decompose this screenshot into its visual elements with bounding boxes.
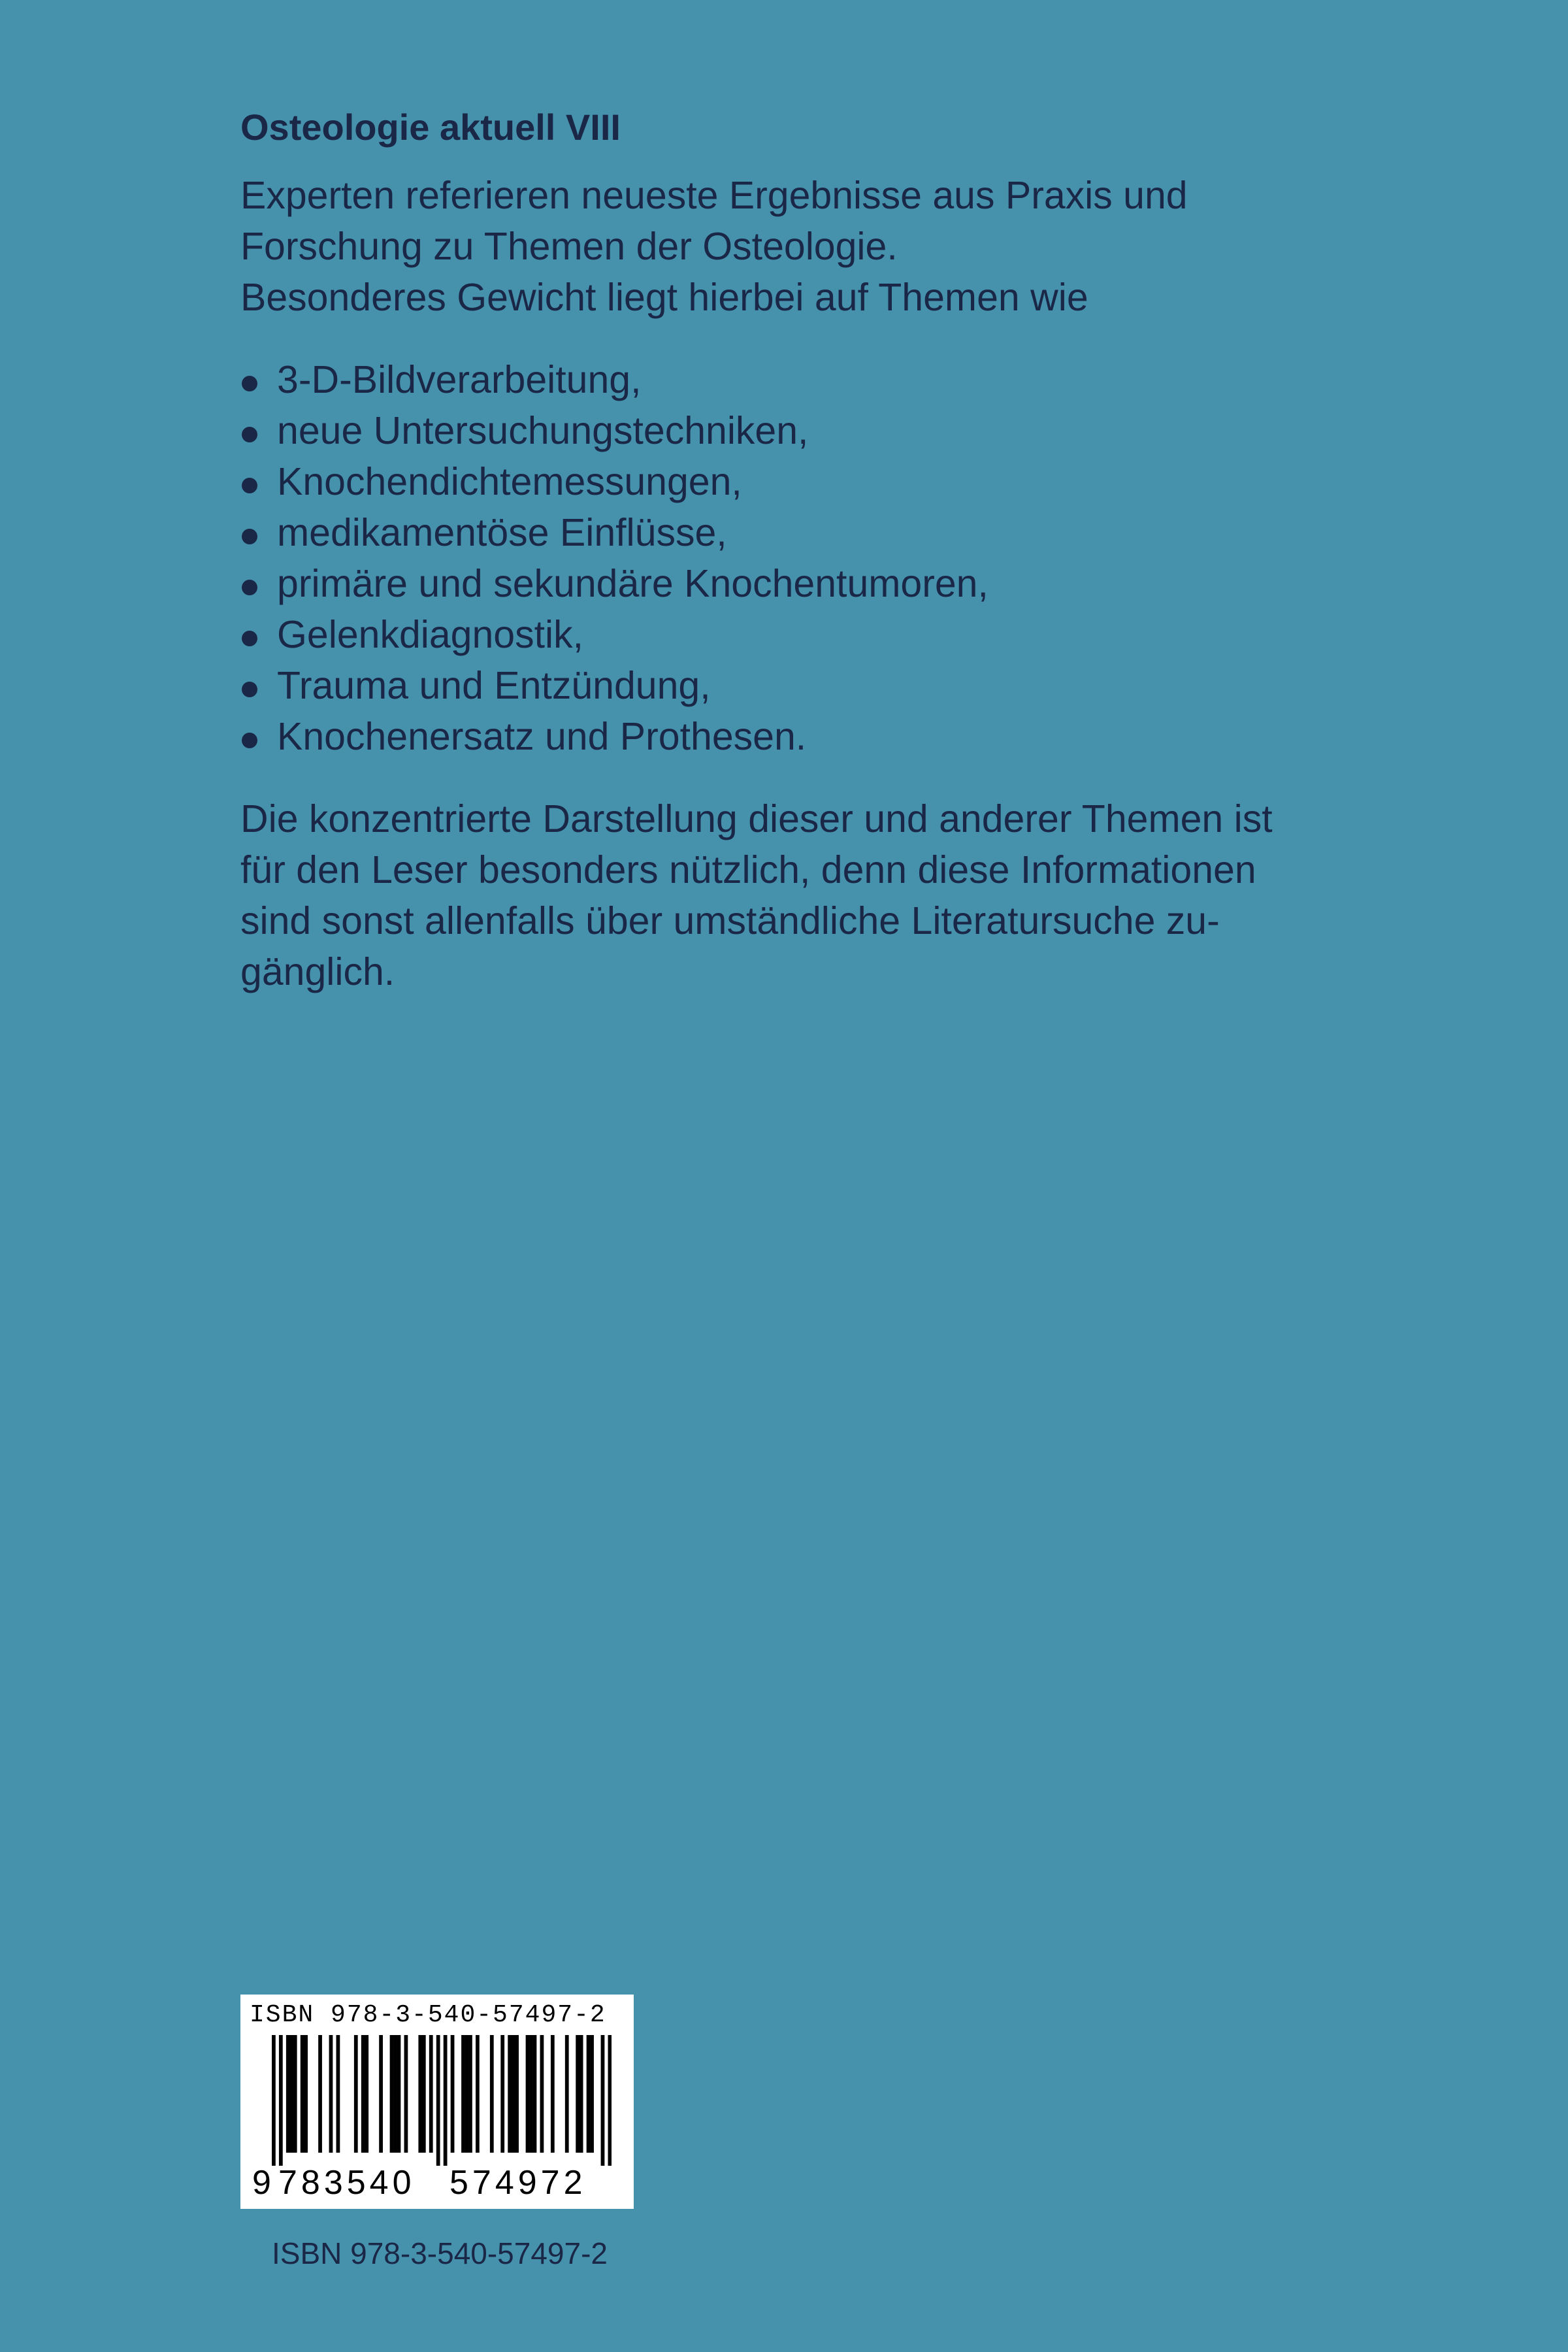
- isbn-barcode: [240, 1995, 634, 2209]
- barcode-bar: [289, 2035, 293, 2153]
- barcode-bar: [451, 2035, 455, 2153]
- barcode-bar: [397, 2035, 401, 2153]
- barcode-bar: [318, 2035, 322, 2153]
- barcode-guard-bar: [436, 2035, 440, 2166]
- barcode-bar: [379, 2035, 383, 2153]
- topic-item: [240, 558, 1351, 609]
- bullet-icon: [242, 631, 257, 646]
- book-title: Osteologie aktuell VIII: [240, 107, 621, 148]
- barcode-bar: [526, 2035, 530, 2153]
- barcode-bar: [390, 2035, 394, 2153]
- topic-label: Trauma und Entzündung,: [277, 664, 711, 707]
- barcode-bar: [461, 2035, 465, 2153]
- barcode-bar: [576, 2035, 580, 2153]
- barcode-bar: [354, 2035, 358, 2153]
- barcode-bar: [293, 2035, 297, 2153]
- barcode-guard-bar: [272, 2035, 276, 2166]
- topic-item: [240, 507, 1351, 558]
- topic-item: [240, 354, 1351, 405]
- bullet-icon: [242, 682, 257, 697]
- barcode-bar: [476, 2035, 480, 2153]
- barcode-guard-bar: [608, 2035, 612, 2166]
- barcode-bar: [336, 2035, 340, 2153]
- barcode-bar: [422, 2035, 426, 2153]
- barcode-bar: [490, 2035, 494, 2153]
- barcode-bar: [500, 2035, 504, 2153]
- barcode-bar: [515, 2035, 519, 2153]
- barcode-bar: [587, 2035, 591, 2153]
- barcode-bar: [551, 2035, 555, 2153]
- barcode-bar: [329, 2035, 333, 2153]
- barcode-digits: [252, 2163, 625, 2202]
- barcode-bar: [365, 2035, 368, 2153]
- closing-paragraph: [240, 793, 1351, 997]
- bullet-icon: [242, 580, 257, 595]
- topic-label: 3-D-Bildverarbeitung,: [277, 358, 642, 401]
- topic-label: Gelenkdiagnostik,: [277, 613, 584, 656]
- barcode-bar: [361, 2035, 365, 2153]
- intro-paragraph: [240, 170, 1351, 323]
- barcode-isbn-label: ISBN 978-3-540-57497-2: [250, 2001, 606, 2029]
- barcode-bar: [508, 2035, 512, 2153]
- barcode-bar: [286, 2035, 290, 2153]
- barcode-bar: [418, 2035, 422, 2153]
- bullet-icon: [242, 478, 257, 493]
- barcode-bar: [533, 2035, 537, 2153]
- back-cover-text: [240, 98, 1351, 997]
- topic-label: primäre und sekundäre Knochentumoren,: [277, 562, 988, 605]
- barcode-bar: [590, 2035, 594, 2153]
- isbn-text: ISBN 978-3-540-57497-2: [272, 2236, 608, 2270]
- bullet-icon: [242, 733, 257, 748]
- barcode-digits-right: 574972: [449, 2164, 587, 2202]
- intro-line: Forschung zu Themen der Osteologie.: [240, 225, 898, 268]
- barcode-guard-bar: [444, 2035, 448, 2166]
- barcode-bar: [540, 2035, 544, 2153]
- barcode-bar: [301, 2035, 304, 2153]
- barcode-bar: [565, 2035, 569, 2153]
- topic-item: [240, 405, 1351, 456]
- topic-label: Knochendichtemessungen,: [277, 460, 742, 503]
- barcode-bar: [465, 2035, 469, 2153]
- closing-line: sind sonst allenfalls über umständliche Literatursuche zu-: [240, 899, 1220, 942]
- topic-item: [240, 711, 1351, 762]
- barcode-digit-lead: 9: [252, 2164, 271, 2202]
- barcode-bar: [512, 2035, 515, 2153]
- bullet-icon: [242, 529, 257, 544]
- topic-item: [240, 660, 1351, 711]
- barcode-bar: [468, 2035, 472, 2153]
- bullet-icon: [242, 427, 257, 442]
- barcode-bar: [393, 2035, 397, 2153]
- bullet-icon: [242, 376, 257, 391]
- barcode-guard-bar: [601, 2035, 605, 2166]
- topic-item: [240, 456, 1351, 507]
- barcode-digits-left: 783540: [278, 2164, 416, 2202]
- topic-label: neue Untersuchungstechniken,: [277, 409, 809, 452]
- closing-line: Die konzentrierte Darstellung dieser und anderer Themen ist: [240, 797, 1273, 840]
- closing-line: für den Leser besonders nützlich, denn diese Informationen: [240, 848, 1256, 891]
- intro-line: Experten referieren neueste Ergebnisse aus Praxis und: [240, 174, 1188, 217]
- barcode-bar: [429, 2035, 433, 2153]
- topic-label: Knochenersatz und Prothesen.: [277, 715, 807, 758]
- topic-item: [240, 609, 1351, 660]
- barcode-bar: [580, 2035, 583, 2153]
- barcode-bars: [272, 2035, 612, 2166]
- barcode-bar: [304, 2035, 308, 2153]
- closing-line: gänglich.: [240, 950, 395, 993]
- barcode-bar: [404, 2035, 408, 2153]
- barcode-guard-bar: [279, 2035, 283, 2166]
- topic-label: medikamentöse Einflüsse,: [277, 511, 727, 554]
- topic-list: [240, 354, 1351, 762]
- barcode-bar: [529, 2035, 533, 2153]
- intro-line: Besonderes Gewicht liegt hierbei auf Themen wie: [240, 276, 1088, 319]
